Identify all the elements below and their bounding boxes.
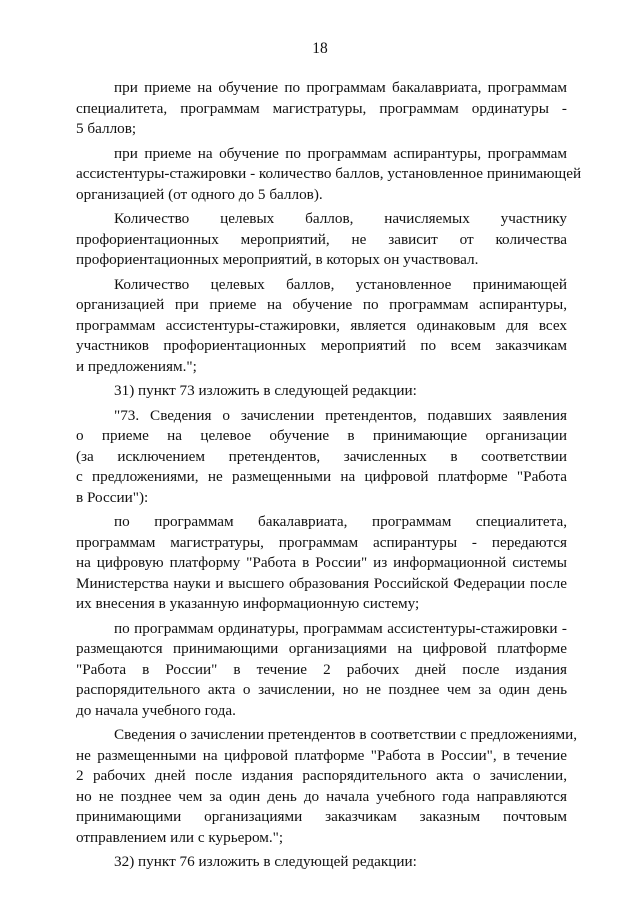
text-line: их внесения в указанную информационную систему; (76, 595, 420, 612)
text-line: принимающими организациями заказчикам заказным почтовым (76, 808, 567, 825)
text-line: 31) пункт 73 изложить в следующей редакции: (114, 382, 417, 399)
text-line: организацией (от одного до 5 баллов). (76, 185, 323, 203)
text-line: 5 баллов; (76, 120, 137, 137)
text-line: но не позднее чем за один день до начала учебного года направляются (76, 787, 567, 805)
text-line: в России"): (76, 488, 149, 506)
text-line: на цифровую платформу "Работа в России" из информационной системы (76, 554, 567, 571)
text-line: (за исключением претендентов, зачисленных в соответствии (76, 447, 567, 465)
text-line: по программам бакалавриата, программам специалитета, (114, 513, 567, 530)
text-line: "Работа в России" в течение 2 рабочих дней после издания (76, 660, 567, 678)
text-line: Количество целевых баллов, начисляемых участнику (114, 210, 567, 227)
text-line: программам ассистентуры-стажировки, является одинаковым для всех (76, 316, 567, 334)
text-line: Сведения о зачислении претендентов в соответствии с предложениями, (114, 726, 578, 743)
text-line: программам магистратуры, программам аспирантуры - передаются (76, 533, 567, 551)
text-line: при приеме на обучение по программам бакалавриата, программам (114, 79, 567, 96)
page-number: 18 (312, 40, 328, 57)
document-body (76, 78, 582, 873)
text-line: ассистентуры-стажировки - количество баллов, установленное принимающей (76, 165, 582, 182)
text-line: отправлением или с курьером."; (76, 828, 284, 846)
text-line: размещаются принимающими организациями на цифровой платформе (76, 640, 567, 657)
text-line: организацией при приеме на обучение по программам аспирантуры, (76, 296, 567, 313)
text-line: профориентационных мероприятий, не зависит от количества (76, 230, 567, 248)
text-line: распорядительного акта о зачислении, но не позднее чем за один день (76, 681, 567, 698)
text-line: 32) пункт 76 изложить в следующей редакции: (114, 853, 417, 870)
text-line: профориентационных мероприятий, в которых он участвовал. (76, 251, 479, 268)
text-line: не размещенными на цифровой платформе "Работа в России", в течение (76, 746, 567, 764)
text-line: участников профориентационных мероприятий по всем заказчикам (76, 337, 567, 354)
text-line: до начала учебного года. (76, 701, 236, 719)
text-line: по программам ординатуры, программам ассистентуры-стажировки - (114, 619, 567, 637)
text-line: о приеме на целевое обучение в принимающие организации (76, 427, 567, 444)
text-line: при приеме на обучение по программам аспирантуры, программам (114, 144, 567, 162)
text-line: "73. Сведения о зачислении претендентов, подавших заявления (114, 406, 567, 424)
text-line: с предложениями, не размещенными на цифровой платформе "Работа (76, 468, 567, 485)
text-line: и предложениям."; (76, 357, 197, 375)
text-line: Министерства науки и высшего образования Российской Федерации после (76, 574, 567, 592)
text-line: Количество целевых баллов, установленное принимающей (114, 275, 567, 293)
text-line: 2 рабочих дней после издания распорядительного акта о зачислении, (76, 767, 567, 784)
text-line: специалитета, программам магистратуры, программам ординатуры - (76, 99, 567, 117)
